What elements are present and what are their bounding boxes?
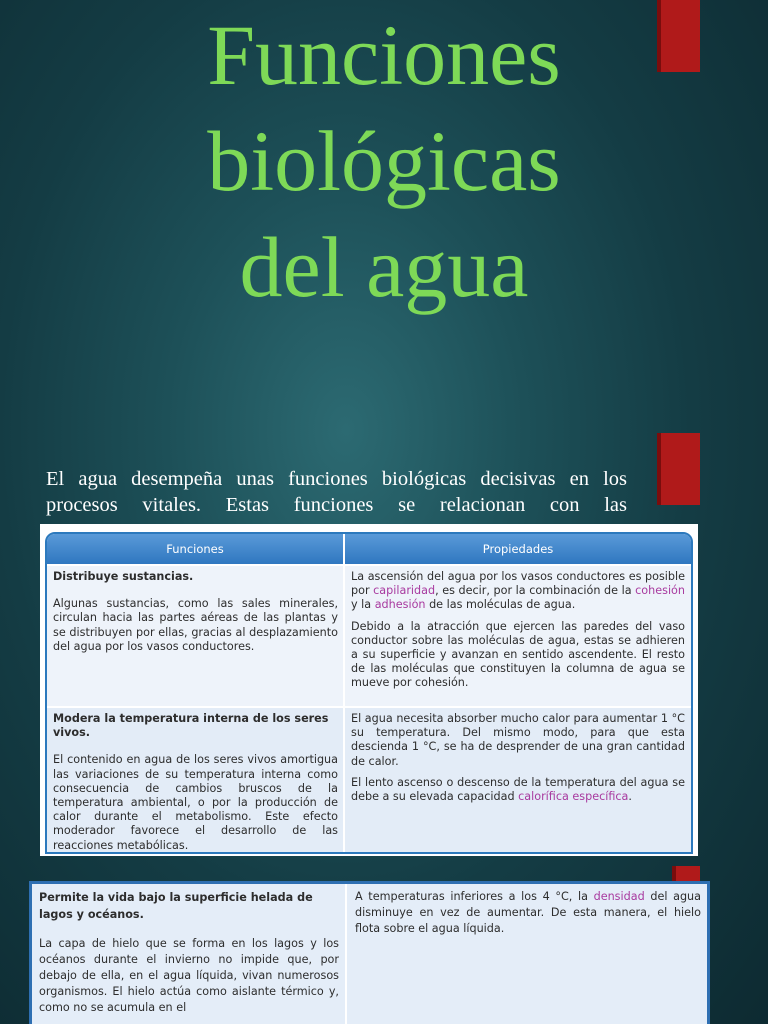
function-title: Distribuye sustancias.: [53, 570, 194, 583]
function-text: El contenido en agua de los seres vivos amortigua las variaciones de su temperatura interna como consecuencia de cambios bruscos de la temperatura ambiental, o por la producción de calor durante el metabolismo. Este efecto moderador favorece el desarrollo de las reacciones metabólicas.: [53, 753, 338, 852]
header-funciones: Funciones: [47, 534, 345, 564]
term-calorifica: calorífica específica: [518, 790, 629, 804]
text-run: del agua disminuye en vez de aumentar. De esta manera, el hielo flota sobre el agua líquida.: [355, 890, 701, 935]
text-run: de las moléculas de agua.: [425, 598, 576, 612]
title-slide: [0, 0, 768, 428]
function-cell: [32, 884, 347, 1024]
function-text: La capa de hielo que se forma en los lagos y los océanos durante el invierno no impide que, por debajo de ella, en el agua líquida, vivan numerosos organismos. El hielo actúa como aislante térmico y, como no se acumula en el: [39, 937, 339, 1014]
content-slide-continued: [0, 860, 768, 1024]
term-cohesion: cohesión: [635, 584, 685, 598]
text-run: El lento ascenso o descenso de la temperatura del agua se debe a su elevada capacidad: [351, 775, 685, 804]
functions-table-continued: [29, 881, 710, 1024]
intro-paragraph: El agua desempeña unas funciones biológicas decisivas en los procesos vitales. Estas funciones se relacionan con las: [46, 468, 627, 516]
text-run: .: [628, 790, 632, 804]
property-text: [355, 889, 701, 937]
table-header: [47, 534, 691, 564]
function-text: Algunas sustancias, como las sales minerales, circulan hacia las partes aéreas de las plantas y se distribuyen por ellas, gracias al desplazamiento del agua por los vasos conductores.: [53, 597, 338, 653]
text-run: La ascensión del agua por los vasos conductores es posible por: [351, 570, 685, 598]
property-text: [351, 570, 685, 613]
function-title: Modera la temperatura interna de los seres vivos.: [53, 712, 329, 740]
term-adhesion: adhesión: [374, 598, 426, 612]
property-text: [351, 776, 685, 804]
function-title: Permite la vida bajo la superficie helada de lagos y océanos.: [39, 891, 313, 921]
property-cell: [345, 708, 691, 854]
property-text: Debido a la atracción que ejercen las paredes del vaso conductor sobre las moléculas de agua, estas se adhieren a su superficie y avanzan en sentido ascendente. El resto de las moléculas que constituyen la columna de agua se mueve por cohesión.: [351, 619, 685, 690]
text-run: , es decir, por la combinación de la: [435, 584, 636, 598]
function-cell: [47, 708, 345, 854]
table-row: [47, 564, 691, 706]
accent-bar: [657, 433, 700, 505]
slide-title: [0, 2, 768, 320]
functions-table: [40, 524, 698, 856]
title-line-3: del agua: [239, 219, 529, 315]
header-propiedades: Propiedades: [482, 542, 554, 556]
term-capilaridad: capilaridad: [373, 584, 436, 598]
property-text: El agua necesita absorber mucho calor para aumentar 1 °C su temperatura. Del mismo modo, para que esta descienda 1 °C, se ha de desprender de una gran cantidad de calor.: [351, 712, 685, 768]
title-line-1: Funciones: [207, 7, 561, 103]
title-line-2: biológicas: [207, 113, 561, 209]
content-slide: [0, 428, 768, 856]
property-cell: [345, 566, 691, 706]
table-row: [32, 884, 707, 1024]
text-run: y la: [351, 598, 375, 612]
table-row: [47, 706, 691, 854]
term-densidad: densidad: [593, 890, 645, 903]
property-cell: [347, 884, 707, 1024]
text-run: A temperaturas inferiores a los 4 °C, la: [355, 890, 594, 903]
function-cell: [47, 566, 345, 706]
